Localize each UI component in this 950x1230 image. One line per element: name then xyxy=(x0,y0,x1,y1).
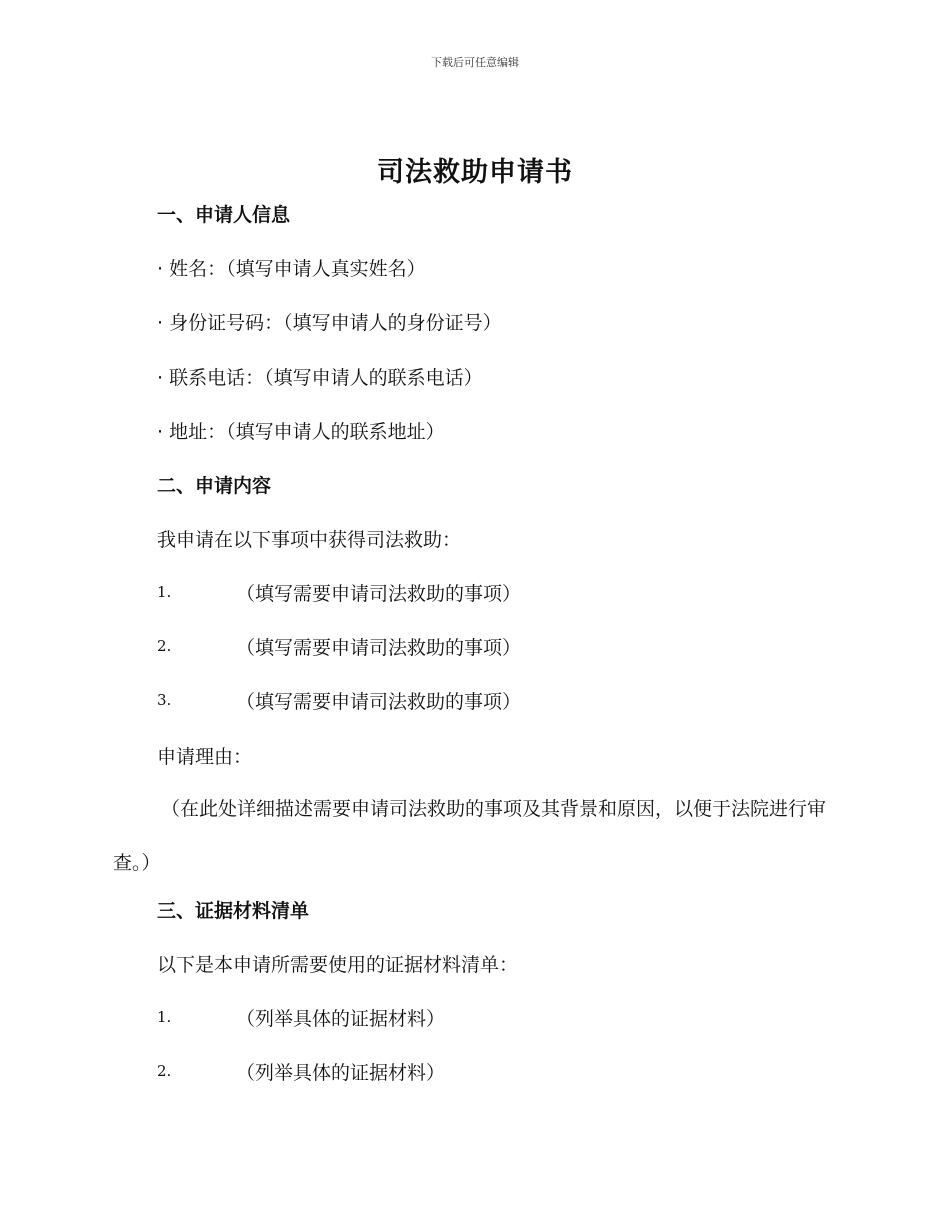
evidence-intro: 以下是本申请所需要使用的证据材料清单： xyxy=(157,954,519,976)
field-phone: · 联系电话：（填写申请人的联系电话） xyxy=(157,367,483,389)
reason-label: 申请理由： xyxy=(157,746,253,768)
evidence-item-number: 2. xyxy=(157,1062,172,1080)
application-item-text: （填写需要申请司法救助的事项） xyxy=(236,583,522,605)
evidence-item-text: （列举具体的证据材料） xyxy=(236,1008,446,1030)
field-name: · 姓名：（填写申请人真实姓名） xyxy=(157,258,426,280)
field-id-number: · 身份证号码：（填写申请人的身份证号） xyxy=(157,312,502,334)
application-item-text: （填写需要申请司法救助的事项） xyxy=(236,637,522,659)
evidence-item-number: 1. xyxy=(157,1008,172,1026)
application-intro: 我申请在以下事项中获得司法救助： xyxy=(157,529,462,551)
evidence-item-text: （列举具体的证据材料） xyxy=(236,1062,446,1084)
section-heading-applicant-info: 一、申请人信息 xyxy=(157,204,291,226)
field-address: · 地址：（填写申请人的联系地址） xyxy=(157,421,445,443)
header-note: 下载后可任意编辑 xyxy=(431,56,519,69)
section-heading-application-content: 二、申请内容 xyxy=(157,475,272,497)
document-title: 司法救助申请书 xyxy=(377,157,573,188)
application-item-text: （填写需要申请司法救助的事项） xyxy=(236,691,522,713)
application-item-number: 1. xyxy=(157,583,172,601)
application-item-number: 2. xyxy=(157,637,172,655)
section-heading-evidence-list: 三、证据材料清单 xyxy=(157,900,310,922)
application-item-number: 3. xyxy=(157,691,172,709)
reason-paragraph: （在此处详细描述需要申请司法救助的事项及其背景和原因，以便于法院进行审查。） xyxy=(113,798,827,874)
